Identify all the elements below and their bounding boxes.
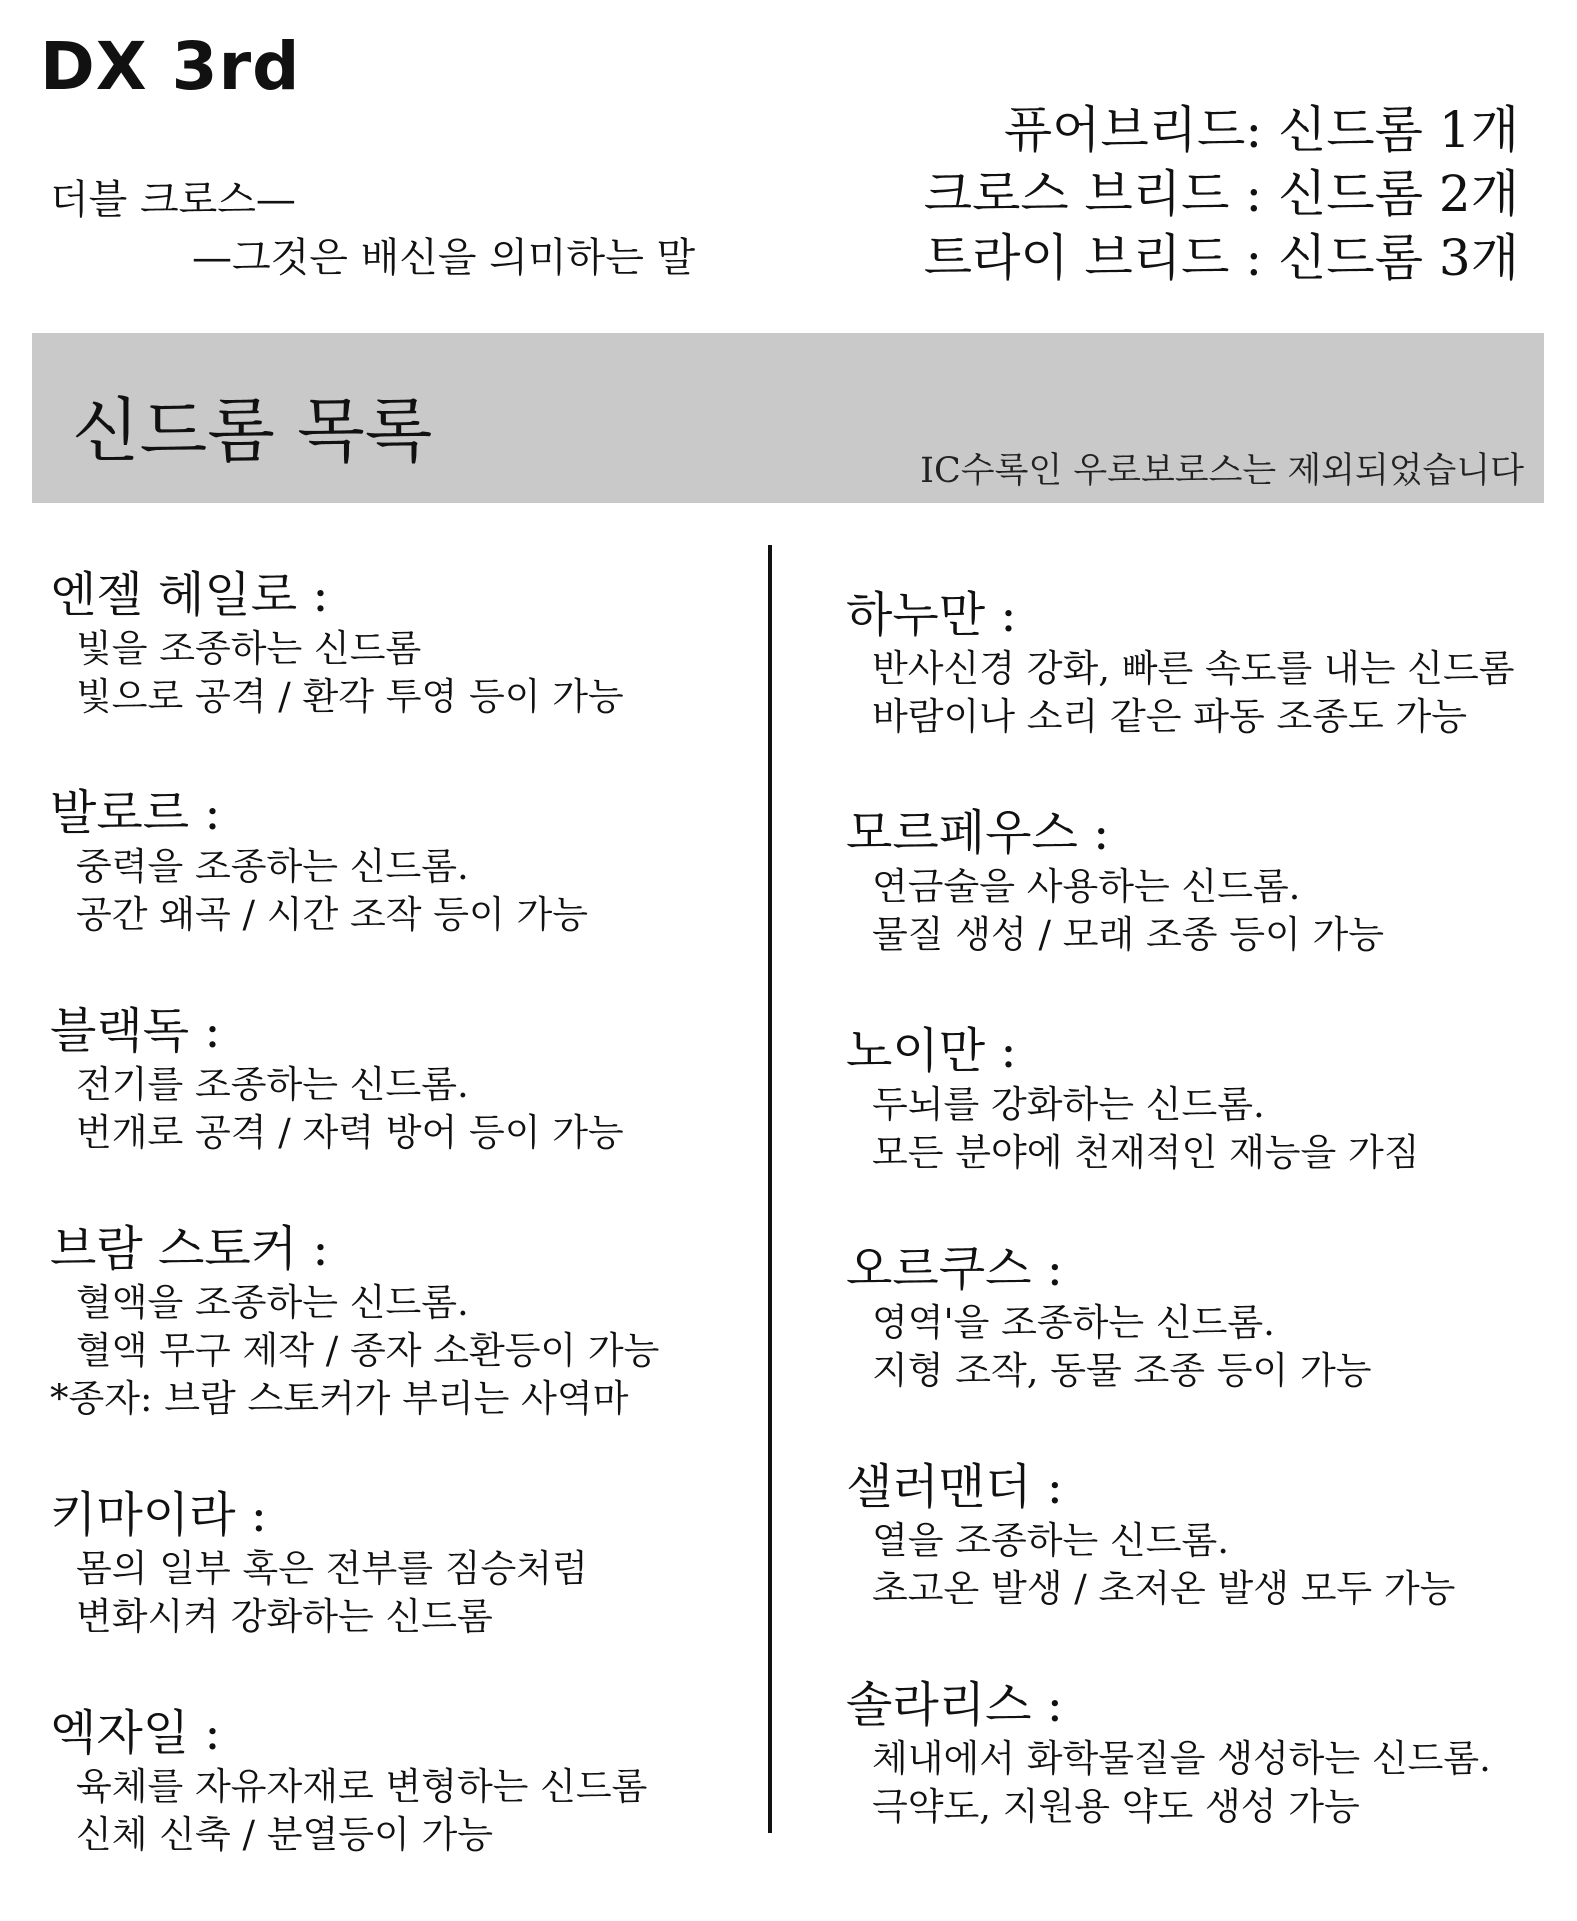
syndrome-desc: 지형 조작, 동물 조종 등이 가능 [872, 1349, 1372, 1392]
syndrome-desc: 몸의 일부 혹은 전부를 짐승처럼 [76, 1547, 588, 1590]
syndrome-desc: 빛을 조종하는 신드롬 [76, 627, 422, 670]
syndrome-entry [846, 585, 1546, 741]
syndrome-desc: 번개로 공격 / 자력 방어 등이 가능 [76, 1111, 624, 1154]
syndrome-entry [846, 803, 1546, 959]
syndrome-desc: 변화시켜 강화하는 신드롬 [76, 1595, 493, 1638]
syndrome-desc: 두뇌를 강화하는 신드롬. [872, 1083, 1265, 1126]
syndrome-desc: 반사신경 강화, 빠른 속도를 내는 신드롬 [872, 647, 1515, 690]
syndrome-entry [846, 1239, 1546, 1395]
syndrome-desc: 중력을 조종하는 신드롬. [76, 845, 469, 888]
section-note: IC수록인 우로보로스는 제외되었습니다 [920, 451, 1524, 491]
syndrome-desc: 모든 분야에 천재적인 재능을 가짐 [872, 1131, 1420, 1174]
syndrome-desc: 혈액 무구 제작 / 종자 소환등이 가능 [76, 1329, 660, 1372]
syndrome-name: 엑자일 : [50, 1705, 221, 1761]
syndrome-name: 발로르 : [50, 785, 221, 841]
syndrome-name: 엔젤 헤일로 : [50, 567, 329, 623]
column-divider [768, 545, 772, 1833]
syndrome-name: 솔라리스 : [846, 1677, 1063, 1733]
breed-pure: 퓨어브리드: 신드롬 1개 [1003, 101, 1519, 159]
tagline-line-2: —그것은 배신을 의미하는 말 [192, 235, 696, 281]
syndrome-name: 키마이라 : [50, 1487, 267, 1543]
syndrome-desc: 연금술을 사용하는 신드롬. [872, 865, 1301, 908]
syndrome-desc: 육체를 자유자재로 변형하는 신드롬 [76, 1765, 648, 1808]
syndrome-entry [50, 1485, 750, 1641]
tagline-line-1: 더블 크로스— [50, 177, 296, 223]
syndrome-entry [846, 1021, 1546, 1177]
syndrome-desc: 공간 왜곡 / 시간 조작 등이 가능 [76, 893, 588, 936]
syndrome-name: 노이만 : [846, 1023, 1017, 1079]
section-title: 신드롬 목록 [72, 390, 433, 472]
syndrome-desc: 초고온 발생 / 초저온 발생 모두 가능 [872, 1567, 1456, 1610]
syndrome-desc: 신체 신축 / 분열등이 가능 [76, 1813, 493, 1856]
syndrome-desc: 혈액을 조종하는 신드롬. [76, 1281, 469, 1324]
syndrome-name: 브람 스토커 : [50, 1221, 329, 1277]
syndrome-entry [846, 1457, 1546, 1613]
page-title: DX 3rd [40, 28, 301, 105]
syndrome-footnote: *종자: 브람 스토커가 부리는 사역마 [50, 1377, 629, 1420]
syndrome-entry [50, 565, 750, 721]
syndrome-desc: 전기를 조종하는 신드롬. [76, 1063, 469, 1106]
syndrome-desc: 체내에서 화학물질을 생성하는 신드롬. [872, 1737, 1491, 1780]
syndrome-desc: 빛으로 공격 / 환각 투영 등이 가능 [76, 675, 624, 718]
syndrome-entry [50, 1219, 750, 1423]
syndrome-desc: 물질 생성 / 모래 조종 등이 가능 [872, 913, 1384, 956]
syndrome-desc: 바람이나 소리 같은 파동 조종도 가능 [872, 695, 1467, 738]
right-column [846, 585, 1546, 1893]
syndrome-name: 하누만 : [846, 587, 1017, 643]
syndrome-entry [50, 1703, 750, 1859]
syndrome-name: 오르쿠스 : [846, 1241, 1063, 1297]
syndrome-name: 블랙독 : [50, 1003, 221, 1059]
syndrome-desc: 영역'을 조종하는 신드롬. [872, 1301, 1275, 1344]
syndrome-entry [50, 1001, 750, 1157]
syndrome-entry [50, 783, 750, 939]
syndrome-name: 샐러맨더 : [846, 1459, 1063, 1515]
syndrome-desc: 극약도, 지원용 약도 생성 가능 [872, 1785, 1360, 1828]
syndrome-entry [846, 1675, 1546, 1831]
section-banner [32, 333, 1544, 503]
left-column [50, 565, 750, 1921]
syndrome-name: 모르페우스 : [846, 805, 1110, 861]
breed-tri: 트라이 브리드 : 신드롬 3개 [923, 229, 1519, 287]
syndrome-desc: 열을 조종하는 신드롬. [872, 1519, 1229, 1562]
breed-cross: 크로스 브리드 : 신드롬 2개 [923, 165, 1519, 223]
